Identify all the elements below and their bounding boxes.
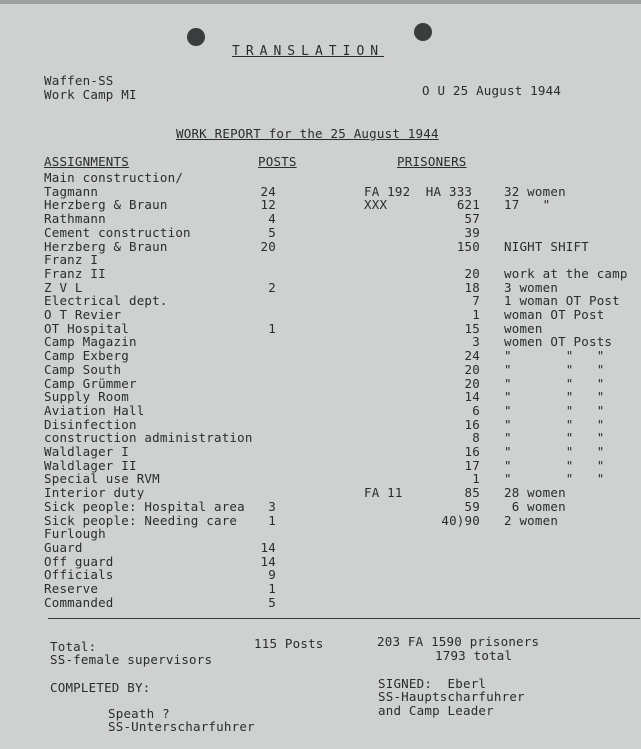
row-prisoner-count: 20 bbox=[464, 376, 480, 391]
row-note: " " " bbox=[504, 362, 605, 377]
row-assignment: Furlough bbox=[44, 526, 106, 541]
row-note: 28 women bbox=[504, 485, 566, 500]
row-posts: 1 bbox=[268, 581, 276, 596]
row-prisoner-count: 16 bbox=[464, 444, 480, 459]
row-assignment: Herzberg & Braun bbox=[44, 239, 168, 254]
row-assignment: Tagmann bbox=[44, 184, 99, 199]
punch-hole-right bbox=[414, 23, 432, 41]
row-assignment: Aviation Hall bbox=[44, 403, 145, 418]
row-prisoner-count: 85 bbox=[464, 485, 480, 500]
row-posts: 14 bbox=[260, 554, 276, 569]
row-assignment: O T Revier bbox=[44, 307, 122, 322]
row-assignment: Off guard bbox=[44, 554, 114, 569]
column-header-assignments: ASSIGNMENTS bbox=[44, 154, 129, 169]
punch-hole-left bbox=[187, 28, 205, 46]
row-prisoner-count: 24 bbox=[464, 348, 480, 363]
row-assignment: Reserve bbox=[44, 581, 99, 596]
row-posts: 9 bbox=[268, 567, 276, 582]
total-posts: 115 Posts bbox=[254, 636, 324, 651]
row-note: work at the camp bbox=[504, 266, 628, 281]
row-prisoner-count: 15 bbox=[464, 321, 480, 336]
report-date: O U 25 August 1944 bbox=[422, 83, 562, 98]
row-assignment: Officials bbox=[44, 567, 114, 582]
row-note: " " " bbox=[504, 403, 605, 418]
row-posts: 3 bbox=[268, 499, 276, 514]
row-posts: 12 bbox=[260, 197, 276, 212]
row-assignment: Sick people: Hospital area bbox=[44, 499, 245, 514]
row-prisoner-count: 18 bbox=[464, 280, 480, 295]
row-note: 1 woman OT Post bbox=[504, 293, 620, 308]
row-assignment: Herzberg & Braun bbox=[44, 197, 168, 212]
row-prisoner-count: 20 bbox=[464, 266, 480, 281]
row-note: women OT Posts bbox=[504, 334, 613, 349]
female-supervisors: SS-female supervisors bbox=[50, 652, 213, 667]
row-assignment: Interior duty bbox=[44, 485, 145, 500]
row-assignment: Electrical dept. bbox=[44, 293, 168, 308]
row-prisoner-count: 3 bbox=[472, 334, 480, 349]
signer-role: and Camp Leader bbox=[378, 703, 494, 718]
row-assignment: Main construction/ bbox=[44, 170, 184, 185]
row-note: " " " bbox=[504, 389, 605, 404]
row-posts: 5 bbox=[268, 225, 276, 240]
row-assignment: OT Hospital bbox=[44, 321, 129, 336]
total-label: Total: bbox=[50, 639, 97, 654]
completer-rank: SS-Unterscharfuhrer bbox=[108, 719, 255, 734]
row-prisoner-count: 16 bbox=[464, 417, 480, 432]
row-prisoner-count: 40)90 bbox=[441, 513, 480, 528]
row-posts: 4 bbox=[268, 211, 276, 226]
column-header-prisoners: PRISONERS bbox=[397, 154, 467, 169]
row-prisoner-count: 39 bbox=[464, 225, 480, 240]
row-note: " " " bbox=[504, 376, 605, 391]
row-prisoner-count: 6 bbox=[472, 403, 480, 418]
row-prisoner-count: 57 bbox=[464, 211, 480, 226]
row-note: 6 women bbox=[504, 499, 566, 514]
row-assignment: Disinfection bbox=[44, 417, 137, 432]
row-note: " " " bbox=[504, 444, 605, 459]
row-prisoner-count: 14 bbox=[464, 389, 480, 404]
completer-name: Speath ? bbox=[108, 706, 170, 721]
row-assignment: Guard bbox=[44, 540, 83, 555]
row-prisoner-count: 17 bbox=[464, 458, 480, 473]
translation-title: TRANSLATION bbox=[232, 44, 385, 59]
row-note: " " " bbox=[504, 417, 605, 432]
row-assignment: Commanded bbox=[44, 595, 114, 610]
row-prisoner-count: 8 bbox=[472, 430, 480, 445]
row-fa: FA 11 bbox=[364, 485, 403, 500]
row-note: " " " bbox=[504, 348, 605, 363]
signed-line: SIGNED: Eberl bbox=[378, 676, 487, 691]
row-note: 32 women bbox=[504, 184, 566, 199]
row-posts: 1 bbox=[268, 321, 276, 336]
row-note: " " " bbox=[504, 471, 605, 486]
report-title: WORK REPORT for the 25 August 1944 bbox=[176, 126, 439, 141]
row-assignment: Camp Magazin bbox=[44, 334, 137, 349]
completed-by-label: COMPLETED BY: bbox=[50, 680, 151, 695]
row-prisoner-count: 621 bbox=[456, 197, 480, 212]
row-note: 2 women bbox=[504, 513, 559, 528]
row-posts: 1 bbox=[268, 513, 276, 528]
row-assignment: Supply Room bbox=[44, 389, 129, 404]
row-assignment: Sick people: Needing care bbox=[44, 513, 238, 528]
row-posts: 5 bbox=[268, 595, 276, 610]
row-posts: 20 bbox=[260, 239, 276, 254]
row-note: 3 women bbox=[504, 280, 559, 295]
row-assignment: Z V L bbox=[44, 280, 83, 295]
row-assignment: Cement construction bbox=[44, 225, 191, 240]
row-assignment: Waldlager II bbox=[44, 458, 137, 473]
row-assignment: Camp Exberg bbox=[44, 348, 129, 363]
org-line-1: Waffen-SS bbox=[44, 73, 114, 88]
total-combined: 1793 total bbox=[435, 648, 513, 663]
column-header-posts: POSTS bbox=[258, 154, 297, 169]
row-note: women bbox=[504, 321, 543, 336]
row-assignment: Camp South bbox=[44, 362, 122, 377]
row-fa: XXX bbox=[364, 197, 388, 212]
row-assignment: Special use RVM bbox=[44, 471, 160, 486]
row-prisoner-count: 1 bbox=[472, 307, 480, 322]
row-posts: 14 bbox=[260, 540, 276, 555]
row-prisoner-count: 1 bbox=[472, 471, 480, 486]
row-posts: 24 bbox=[260, 184, 276, 199]
row-assignment: Waldlager I bbox=[44, 444, 129, 459]
row-note: " " " bbox=[504, 458, 605, 473]
row-fa: FA 192 HA 333 bbox=[364, 184, 473, 199]
row-posts: 2 bbox=[268, 280, 276, 295]
row-note: woman OT Post bbox=[504, 307, 605, 322]
row-assignment: construction administration bbox=[44, 430, 253, 445]
row-prisoner-count: 20 bbox=[464, 362, 480, 377]
row-note: " " " bbox=[504, 430, 605, 445]
row-note: NIGHT SHIFT bbox=[504, 239, 589, 254]
totals-divider bbox=[48, 618, 640, 619]
row-assignment: Franz I bbox=[44, 252, 99, 267]
row-prisoner-count: 7 bbox=[472, 293, 480, 308]
row-note: 17 " bbox=[504, 197, 551, 212]
row-prisoner-count: 150 bbox=[456, 239, 480, 254]
row-assignment: Rathmann bbox=[44, 211, 106, 226]
org-line-2: Work Camp MI bbox=[44, 87, 137, 102]
row-assignment: Camp Grümmer bbox=[44, 376, 137, 391]
row-assignment: Franz II bbox=[44, 266, 106, 281]
total-prisoners: 203 FA 1590 prisoners bbox=[377, 634, 540, 649]
signer-rank: SS-Hauptscharfuhrer bbox=[378, 689, 525, 704]
row-prisoner-count: 59 bbox=[464, 499, 480, 514]
